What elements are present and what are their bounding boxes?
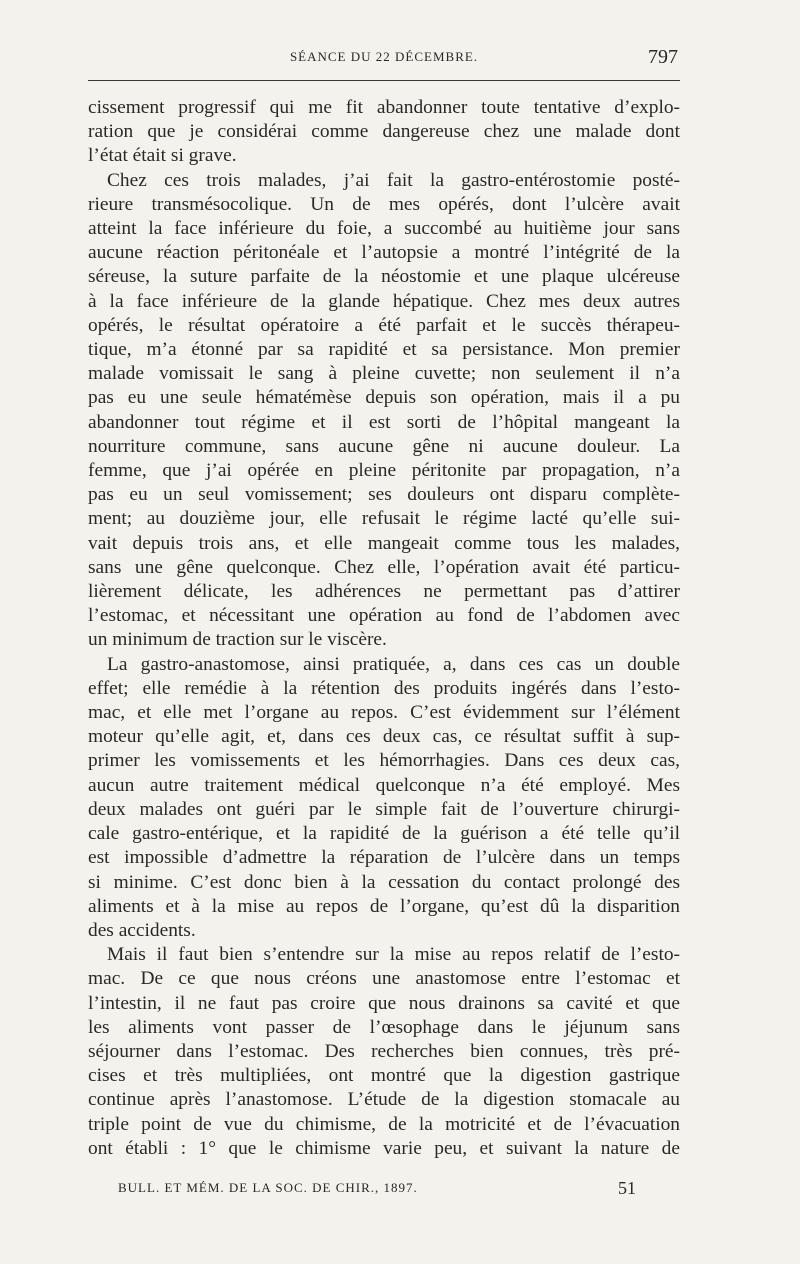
header-rule — [88, 80, 680, 81]
body-text — [88, 96, 680, 1161]
text-line: lièrement délicate, les adhérences ne permettant pas d’attirer — [88, 581, 680, 603]
text-line: primer les vomissements et les hémorrhagies. Dans ces deux cas, — [88, 750, 680, 772]
text-line: opérés, le résultat opératoire a été parfait et le succès thérapeu- — [88, 314, 680, 336]
page-footer — [88, 1178, 680, 1202]
text-line: moteur qu’elle agit, et, dans ces deux cas, ce résultat suffit à sup- — [88, 726, 680, 748]
text-line: l’intestin, il ne faut pas croire que nous drainons sa cavité et que — [88, 992, 680, 1014]
text-line: pas eu un seul vomissement; ses douleurs ont disparu complète- — [88, 484, 680, 506]
text-line: effet; elle remédie à la rétention des produits ingérés dans l’esto- — [88, 677, 680, 699]
text-line: pas eu une seule hématémèse depuis son opération, mais il a pu — [88, 387, 680, 409]
text-line: cissement progressif qui me fit abandonner toute tentative d’explo- — [88, 97, 680, 118]
text-line: aucun autre traitement médical quelconque n’a été employé. Mes — [88, 774, 680, 796]
text-line: un minimum de traction sur le viscère. — [88, 629, 387, 651]
text-line: tique, m’a étonné par sa rapidité et sa persistance. Mon premier — [88, 339, 680, 361]
text-line: l’estomac, et nécessitant une opération au fond de l’abdomen avec — [88, 605, 680, 627]
text-line: nourriture commune, sans aucune gêne ni aucune douleur. La — [88, 435, 680, 457]
text-line: ration que je considérai comme dangereuse chez une malade dont — [88, 121, 680, 143]
journal-citation: BULL. ET MÉM. DE LA SOC. DE CHIR., 1897. — [118, 1180, 418, 1195]
text-line: triple point de vue du chimisme, de la motricité et de l’évacuation — [88, 1113, 680, 1135]
running-head: SÉANCE DU 22 DÉCEMBRE. — [289, 49, 479, 64]
page-number: 797 — [648, 46, 678, 68]
text-line: l’état était si grave. — [88, 145, 237, 167]
text-line: mac, et elle met l’organe au repos. C’est évidemment sur l’élément — [88, 702, 680, 724]
text-line: malade vomissait le sang à pleine cuvette; non seulement il n’a — [88, 363, 680, 385]
text-line: aucune réaction péritonéale et l’autopsie a montré l’intégrité de la — [88, 242, 680, 264]
text-line: si minime. C’est donc bien à la cessation du contact prolongé des — [88, 871, 680, 893]
text-line: femme, que j’ai opérée en pleine péritonite par propagation, n’a — [88, 460, 680, 482]
text-line: à la face inférieure de la glande hépatique. Chez mes deux autres — [88, 290, 680, 312]
text-line: ont établi : 1° que le chimisme varie peu, et suivant la nature de — [88, 1137, 680, 1159]
text-line: ment; au douzième jour, elle refusait le régime lacté qu’elle sui- — [88, 508, 680, 530]
text-line: deux malades ont guéri par le simple fait de l’ouverture chirurgi- — [88, 798, 680, 820]
text-line: mac. De ce que nous créons une anastomose entre l’estomac et — [88, 968, 680, 990]
text-line: séreuse, la suture parfaite de la néostomie et une plaque ulcéreuse — [88, 266, 680, 288]
text-line: Mais il faut bien s’entendre sur la mise au repos relatif de l’esto- — [107, 944, 680, 966]
text-line: rieure transmésocolique. Un de mes opérés, dont l’ulcère avait — [88, 193, 680, 215]
text-line: cises et très multipliées, ont montré que la digestion gastrique — [88, 1065, 680, 1087]
text-line: les aliments vont passer de l’œsophage dans le jéjunum sans — [88, 1016, 680, 1038]
text-line: séjourner dans l’estomac. Des recherches bien connues, très pré- — [88, 1040, 680, 1062]
page-header — [88, 46, 680, 70]
text-line: La gastro-anastomose, ainsi pratiquée, a, dans ces cas un double — [107, 653, 680, 675]
text-line: abandonner tout régime et il est sorti de l’hôpital mangeant la — [88, 411, 680, 433]
text-line: sans une gêne quelconque. Chez elle, l’opération avait été particu- — [88, 556, 680, 578]
signature-mark: 51 — [618, 1178, 636, 1198]
text-line: Chez ces trois malades, j’ai fait la gastro-entérostomie posté- — [107, 169, 680, 191]
text-line: atteint la face inférieure du foie, a succombé au huitième jour sans — [88, 218, 680, 240]
text-line: est impossible d’admettre la réparation de l’ulcère dans un temps — [88, 847, 680, 869]
text-line: aliments et à la mise au repos de l’organe, qu’est dû la disparition — [88, 895, 680, 917]
text-line: vait depuis trois ans, et elle mangeait comme tous les malades, — [88, 532, 680, 554]
text-line: cale gastro-entérique, et la rapidité de la guérison a été telle qu’il — [88, 823, 680, 845]
text-line: continue après l’anastomose. L’étude de la digestion stomacale au — [88, 1089, 680, 1111]
text-line: des accidents. — [88, 919, 196, 941]
